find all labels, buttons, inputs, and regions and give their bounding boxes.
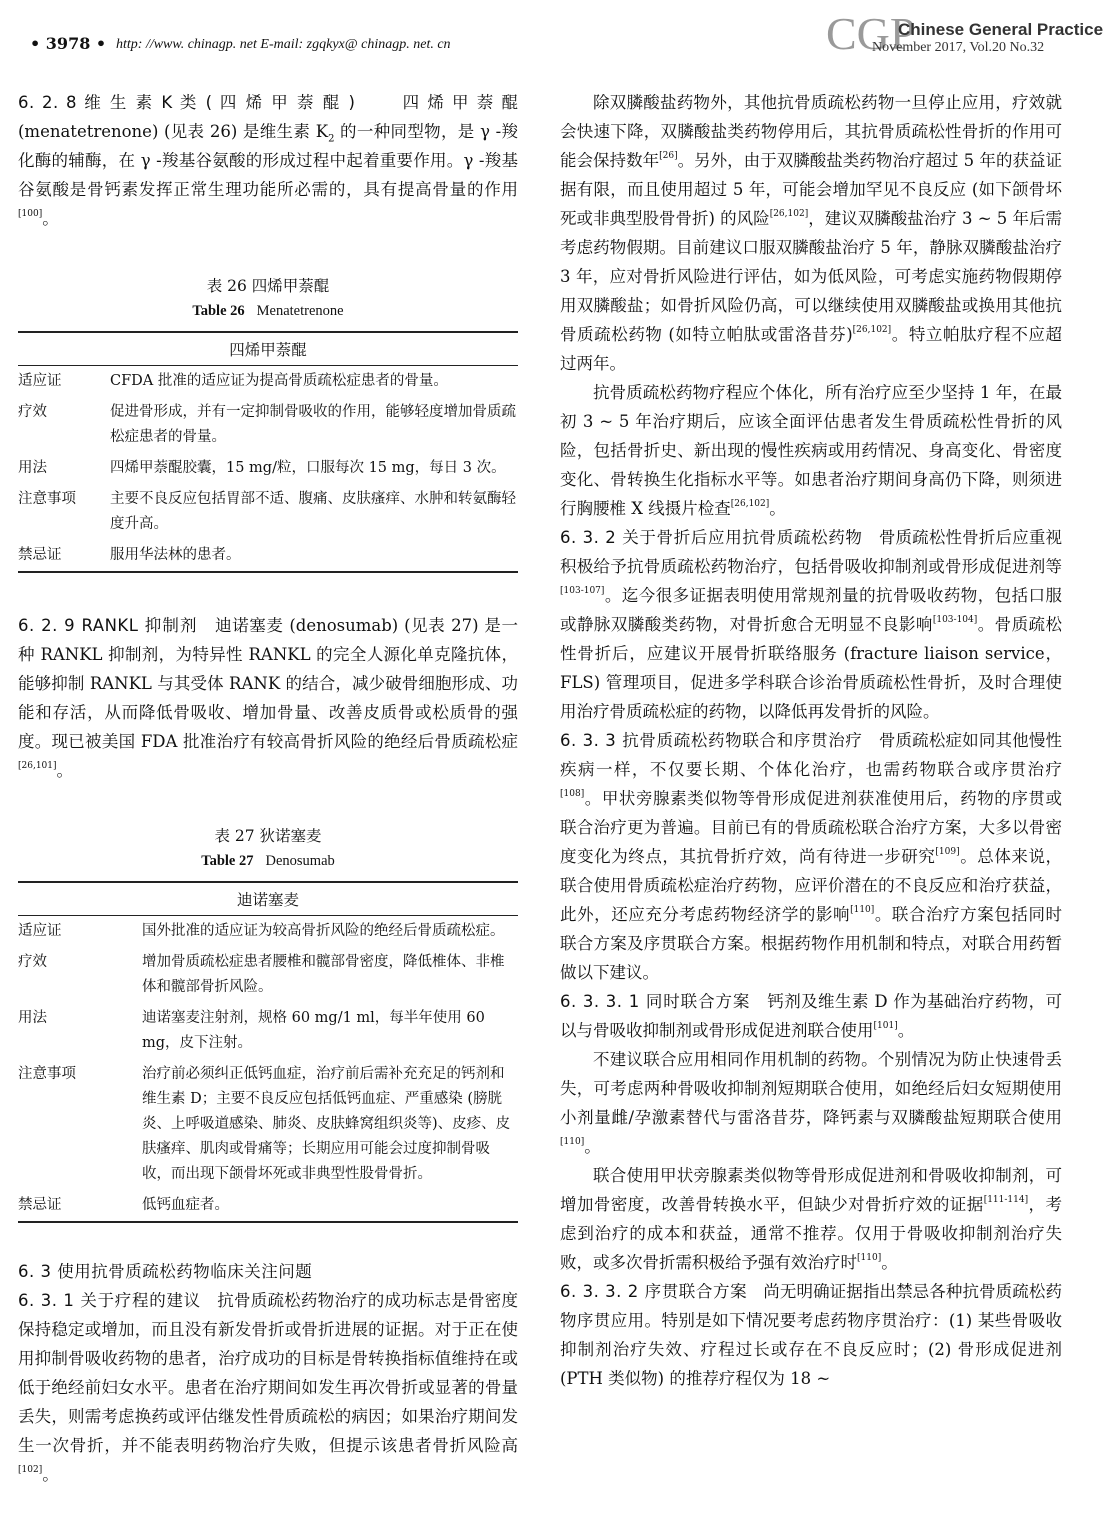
citation[interactable]: [101]: [873, 1021, 898, 1031]
table-26-caption-en: Table 26 Menatetrenone: [192, 303, 344, 319]
citation[interactable]: [110]: [850, 905, 875, 915]
citation[interactable]: [26,102]: [730, 499, 770, 509]
section-heading: 6. 3. 3 抗骨质疏松药物联合和序贯治疗: [560, 731, 863, 750]
paragraph: 不建议联合应用相同作用机制的药物。个别情况为防止快速骨丢失，可考虑两种骨吸收抑制剂短期联合使用，如绝经后妇女短期使用小剂量雌/孕激素替代与雷洛昔芬，降钙素与双膦酸盐短期联合使用[110]。: [560, 1050, 1062, 1156]
citation[interactable]: [103-104]: [932, 615, 978, 625]
citation[interactable]: [108]: [560, 789, 585, 799]
table-row: 疗效 促进骨形成，并有一定抑制骨吸收的作用，能够轻度增加骨质疏松症患者的骨量。: [18, 404, 516, 445]
journal-logo-mark: CGP: [826, 8, 916, 59]
citation[interactable]: [109]: [935, 847, 960, 857]
citation[interactable]: [102]: [18, 1465, 43, 1475]
table-26: [18, 331, 518, 573]
right-column: [560, 88, 1062, 1393]
journal-issue: November 2017, Vol.20 No.32: [872, 40, 1045, 55]
table-row: 适应证 国外批准的适应证为较高骨折风险的绝经后骨质疏松症。: [18, 923, 505, 939]
journal-title: Chinese General Practice: [898, 20, 1103, 39]
table-27: [18, 881, 518, 1223]
section-6-3-1: 6. 3. 1 关于疗程的建议 抗骨质疏松药物治疗的成功标志是骨密度保持稳定或增加，而且没有新发骨折或骨折进展的证据。对于正在使用抑制骨吸收药物的患者，治疗成功的目标是骨转换指标值维持在或低于绝经前妇女水平。患者在治疗期间如发生再次骨折或显著的骨量丢失，则需考虑换药或评估继发性骨质疏松的病因；如果治疗期间发生一次骨折，并不能表明药物治疗失败，但提示该患者骨折风险高[102]。: [18, 1291, 518, 1484]
table-27-caption: 表 27 狄诺塞麦: [214, 827, 322, 845]
section-6-3-2: 6. 3. 2 关于骨折后应用抗骨质疏松药物 骨质疏松性骨折后应重视积极给予抗骨质疏松药物治疗，包括骨吸收抑制剂或骨形成促进剂等[103-107]。迄今很多证据表明使用常规剂量的抗骨吸收药物，包括口服或静脉双膦酸类药物，对骨折愈合无明显不良影响[103-104]。骨质疏松性骨折后，应建议开展骨折联络服务 (fracture liaison service，FLS) 管理项目，促进多学科联合诊治骨质疏松性骨折，及时合理使用治疗骨质疏松症的药物，以降低再发骨折的风险。: [560, 528, 1063, 721]
paragraph: 联合使用甲状旁腺素类似物等骨形成促进剂和骨吸收抑制剂，可增加骨密度，改善骨转换水平，但缺少对骨折疗效的证据[111-114]，考虑到治疗的成本和获益，通常不推荐。仅用于骨吸收抑制剂治疗失败，或多次骨折需积极给予强有效治疗时[110]。: [560, 1166, 1063, 1272]
journal-logo: [826, 8, 1103, 59]
table-header: 迪诺塞麦: [18, 882, 518, 916]
section-6-3-3-2: 6. 3. 3. 2 序贯联合方案 尚无明确证据指出禁忌各种抗骨质疏松药物序贯应用。特别是如下情况要考虑药物序贯治疗：(1) 某些骨吸收抑制剂治疗失效、疗程过长或存在不良反应时；(2) 骨形成促进剂 (PTH 类似物) 的推荐疗程仅为 18 ~: [560, 1282, 1062, 1388]
citation[interactable]: [26,101]: [18, 761, 57, 771]
citation[interactable]: [26,102]: [769, 209, 809, 219]
table-27-caption-en: Table 27 Denosumab: [201, 853, 335, 869]
page-number: • 3978 •: [30, 34, 107, 53]
section-heading: 6. 2. 8 维 生 素 K 类 ( 四 烯 甲 萘 醌 ): [18, 93, 356, 112]
table-header: 四烯甲萘醌: [18, 332, 518, 366]
section-heading: 6. 3. 1 关于疗程的建议: [18, 1291, 201, 1310]
left-column: [18, 88, 518, 1489]
table-row: 疗效 增加骨质疏松症患者腰椎和髋部骨密度，降低椎体、非椎体和髋部骨折风险。: [18, 954, 505, 995]
section-heading: 6. 3. 2 关于骨折后应用抗骨质疏松药物: [560, 528, 863, 547]
table-row: 适应证 CFDA 批准的适应证为提高骨质疏松症患者的骨量。: [18, 373, 448, 389]
section-6-2-8: 6. 2. 8 维 生 素 K 类 ( 四 烯 甲 萘 醌 ) 四 烯 甲 萘 醌(menatetrenone) (见表 26) 是维生素 $K_2$ 的一种同型物，是 γ -羧化酶的辅酶，在 γ -羧基谷氨酸的形成过程中起着重要作用。γ -羧基谷氨酸是骨钙素发挥正常生理功能所必需的，具有提高骨量的作用[100]。: [18, 93, 519, 228]
citation[interactable]: [26,102]: [852, 325, 892, 335]
citation[interactable]: [111-114]: [983, 1195, 1029, 1205]
table-row: 禁忌证 低钙血症者。: [18, 1197, 229, 1213]
citation[interactable]: [26]: [659, 151, 678, 161]
table-row: 注意事项 主要不良反应包括胃部不适、腹痛、皮肤瘙痒、水肿和转氨酶轻度升高。: [18, 491, 516, 532]
paragraph: 除双膦酸盐药物外，其他抗骨质疏松药物一旦停止应用，疗效就会快速下降，双膦酸盐类药物停用后，其抗骨质疏松性骨折的作用可能会保持数年[26]。另外，由于双膦酸盐类药物治疗超过 5 年的获益证据有限，而且使用超过 5 年，可能会增加罕见不良反应 (如下颌骨坏死或非典型股骨骨折) 的风险[26,102]，建议双膦酸盐治疗 3 ~ 5 年后需考虑药物假期。目前建议口服双膦酸盐治疗 5 年，静脉双膦酸盐治疗 3 年，应对骨折风险进行评估，如为低风险，可考虑实施药物假期停用双膦酸盐；如骨折风险仍高，可以继续使用双膦酸盐或换用其他抗骨质疏松药物 (如特立帕肽或雷洛昔芬)[26,102]。特立帕肽疗程不应超过两年。: [560, 93, 1063, 373]
section-heading: 6. 3 使用抗骨质疏松药物临床关注问题: [18, 1262, 313, 1281]
section-6-2-9: 6. 2. 9 RANKL 抑制剂 迪诺塞麦 (denosumab) (见表 27) 是一种 RANKL 抑制剂，为特异性 RANKL 的完全人源化单克隆抗体，能够抑制 RANKL 与其受体 RANK 的结合，减少破骨细胞形成、功能和存活，从而降低骨吸收、增加骨量、改善皮质骨或松质骨的强度。现已被美国 FDA 批准治疗有较高骨折风险的绝经后骨质疏松症[26,101]。: [18, 616, 518, 780]
section-heading: 6. 2. 9 RANKL 抑制剂: [18, 616, 198, 635]
section-6-3-3: 6. 3. 3 抗骨质疏松药物联合和序贯治疗 骨质疏松症如同其他慢性疾病一样，不仅要长期、个体化治疗，也需药物联合或序贯治疗[108]。甲状旁腺素类似物等骨形成促进剂获准使用后，药物的序贯或联合治疗更为普遍。目前已有的骨质疏松联合治疗方案，大多以骨密度变化为终点，其抗骨折疗效，尚有待进一步研究[109]。总体来说，联合使用骨质疏松症治疗药物，应评价潜在的不良反应和治疗获益，此外，还应充分考虑药物经济学的影响[110]。联合治疗方案包括同时联合方案及序贯联合方案。根据药物作用机制和特点，对联合用药暂做以下建议。: [560, 731, 1063, 982]
table-row: 禁忌证 服用华法林的患者。: [18, 547, 241, 563]
citation[interactable]: [100]: [18, 209, 43, 219]
section-6-3: [18, 1257, 518, 1286]
table-row: 注意事项 治疗前必须纠正低钙血症，治疗前后需补充充足的钙剂和维生素 D；主要不良反应包括低钙血症、严重感染 (膀胱炎、上呼吸道感染、肺炎、皮肤蜂窝组织炎等)、皮疹、皮肤瘙痒、肌肉或骨痛等；长期应用可能会过度抑制骨吸收，而出现下颌骨坏死或非典型性股骨骨折。: [18, 1066, 511, 1182]
citation[interactable]: [103-107]: [560, 586, 605, 596]
citation[interactable]: [110]: [857, 1253, 882, 1263]
section-heading: 6. 3. 3. 1 同时联合方案: [560, 992, 751, 1011]
paragraph: 抗骨质疏松药物疗程应个体化，所有治疗应至少坚持 1 年，在最初 3 ~ 5 年治疗期后，应该全面评估患者发生骨质疏松性骨折的风险，包括骨折史、新出现的慢性疾病或用药情况、身高变化、骨密度变化、骨转换生化指标水平等。如患者治疗期间身高仍下降，则须进行胸腰椎 X 线摄片检查[26,102]。: [560, 383, 1062, 518]
table-row: 用法 四烯甲萘醌胶囊，15 mg/粒，口服每次 15 mg，每日 3 次。: [18, 460, 506, 476]
section-6-3-3-1: 6. 3. 3. 1 同时联合方案 钙剂及维生素 D 作为基础治疗药物，可以与骨吸收抑制剂或骨形成促进剂联合使用[101]。: [560, 992, 1062, 1040]
table-row: 用法 迪诺塞麦注射剂，规格 60 mg/1 ml，每半年使用 60 mg，皮下注射。: [18, 1010, 485, 1051]
citation[interactable]: [110]: [560, 1137, 585, 1147]
table-26-caption: 表 26 四烯甲萘醌: [206, 277, 330, 295]
page-header: [0, 0, 1103, 70]
section-heading: 6. 3. 3. 2 序贯联合方案: [560, 1282, 748, 1301]
journal-contact-line: http: //www. chinagp. net E-mail: zgqkyx@ chinagp. net. cn: [116, 37, 451, 52]
section-lead: 四 烯 甲 萘 醌: [402, 93, 519, 112]
